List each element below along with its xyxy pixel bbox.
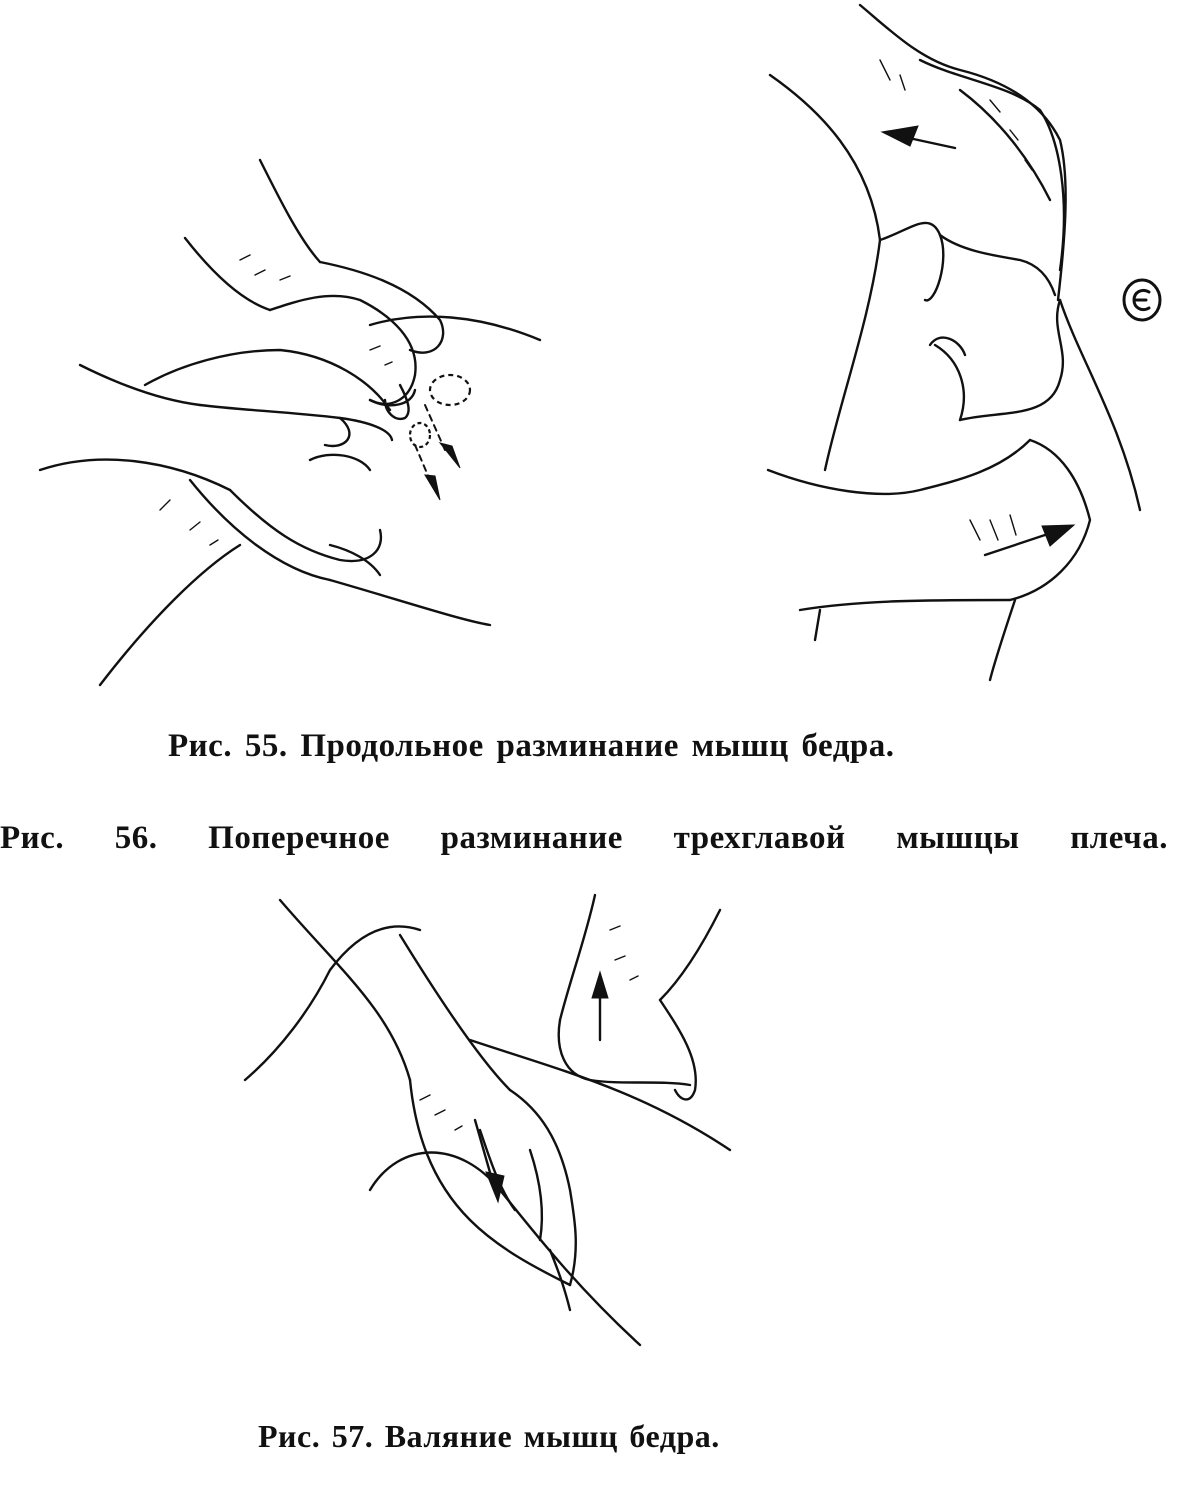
caption-fig55: Рис. 55. Продольное разминание мышц бедра. bbox=[168, 728, 895, 764]
kneading-hands-triceps-icon bbox=[760, 0, 1180, 690]
caption-fig56-word: 56. bbox=[114, 820, 158, 856]
rolling-hands-thigh-icon bbox=[240, 890, 740, 1360]
fig56-illustration bbox=[760, 0, 1180, 690]
fig57-illustration bbox=[240, 890, 740, 1360]
caption-fig56-word: разминание bbox=[440, 820, 623, 856]
caption-fig56-word: трехглавой bbox=[673, 820, 846, 856]
caption-fig56 bbox=[0, 822, 1168, 855]
caption-fig56-word: Поперечное bbox=[208, 820, 390, 856]
fig55-illustration bbox=[40, 150, 560, 695]
circled-e-mark-icon bbox=[1118, 276, 1166, 324]
caption-fig56-word: мышцы bbox=[896, 820, 1020, 856]
caption-fig56-word: плеча. bbox=[1070, 820, 1168, 856]
kneading-hands-thigh-icon bbox=[40, 150, 560, 695]
caption-fig56-word: Рис. bbox=[0, 820, 65, 856]
caption-fig57: Рис. 57. Валяние мышц бедра. bbox=[258, 1418, 720, 1454]
